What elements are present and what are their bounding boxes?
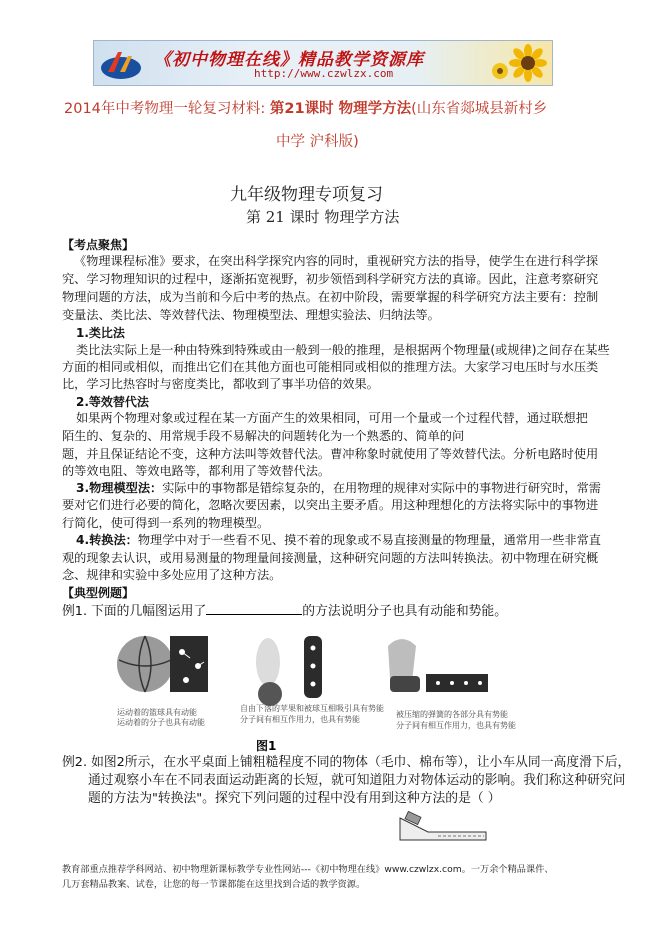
- figure-caption: 运动着的篮球具有动能: [117, 708, 197, 717]
- method-3-text: 实际中的事物都是错综复杂的，在用物理的规律对实际中的事物进行研究时，常需: [162, 481, 601, 495]
- method-3-line: [76, 480, 601, 497]
- method-1-line: 比，学习比热容时与密度类比，都收到了事半功倍的效果。: [62, 377, 379, 391]
- sunflower-icon: [488, 43, 548, 85]
- heading-lesson-title: 第21课时 物理学方法: [269, 101, 412, 117]
- site-banner[interactable]: [93, 40, 553, 86]
- method-2-line: 题，并且保证结论不变，这种方法叫等效替代法。曹冲称象时就使用了等效替代法。分析电路时使用: [62, 447, 599, 461]
- footer-line: 教育部重点推荐学科网站、初中物理新课标教学专业性网站---《初中物理在线》www.czwlzx.com。一万余个精品课件、: [62, 864, 554, 875]
- document-heading: [64, 97, 547, 118]
- method-1-line: 方面的相同或相似，而推出它们在其他方面也可能相同或相似的推理方法。大家学习电压时与水压类: [62, 360, 599, 374]
- method-4-line: 观的现象去认识，或用易测量的物理量间接测量，这种研究问题的方法叫转换法。初中物理在研究概: [62, 551, 599, 565]
- figure-1-label: 图1: [256, 739, 277, 753]
- intro-line: 变量法、类比法、等效替代法、物理模型法、理想实验法、归纳法等。: [62, 308, 440, 322]
- subtitle-course: 九年级物理专项复习: [230, 185, 383, 205]
- method-2-title: 2.等效替代法: [76, 395, 149, 409]
- example-2-line: 例2. 如图2所示，在水平桌面上铺粗糙程度不同的物体（毛巾、棉布等），让小车从同一高度滑下后，: [62, 755, 631, 770]
- heading-line-2: 中学 沪科版): [276, 134, 359, 150]
- banner-url[interactable]: http://www.czwlzx.com: [254, 67, 394, 80]
- heading-source: (山东省郯城县新村乡: [411, 101, 548, 117]
- method-4-title: 4.转换法：: [76, 533, 138, 547]
- method-2-line: 如果两个物理对象或过程在某一方面产生的效果相同，可用一个量或一个过程代替，通过联想把: [76, 411, 588, 425]
- page-footer: [62, 862, 554, 892]
- answer-blank[interactable]: [206, 602, 302, 615]
- figure-caption: 分子间有相互作用力，也具有势能: [240, 715, 360, 724]
- figure-caption: 自由下落的苹果和被球互相吸引具有势能: [240, 704, 384, 713]
- heading-prefix: 2014年中考物理一轮复习材料:: [64, 101, 270, 117]
- intro-line: 究、学习物理知识的过程中，逐渐拓宽视野，初步领悟到科学研究方法的真谛。因此，注意考察研究: [62, 272, 599, 286]
- method-3-title: 3.物理模型法：: [76, 481, 163, 495]
- site-logo-icon: [98, 44, 144, 84]
- method-1-title: 1.类比法: [76, 326, 125, 340]
- method-4-text: 物理学中对于一些看不见、摸不着的现象或不易直接测量的物理量，通常用一些非常直: [137, 533, 601, 547]
- intro-line: 《物理课程标准》要求，在突出科学探究内容的同时，重视研究方法的指导，使学生在进行科学探: [74, 254, 599, 268]
- method-2-line: 的等效电阻、等效电路等，都利用了等效替代法。: [62, 464, 331, 478]
- intro-line: 物理问题的方法，成为当前和今后中考的热点。在初中阶段，需要掌握的科学研究方法主要有：控制: [62, 290, 599, 304]
- example-1-text: 例1. 下面的几幅图运用了: [62, 604, 207, 619]
- method-1-line: 类比法实际上是一种由特殊到特殊或由一般到一般的推理，是根据两个物理量(或规律)之间存在某些: [76, 343, 610, 357]
- section-dianxing: 【典型例题】: [62, 586, 135, 600]
- method-4-line: [76, 532, 601, 549]
- method-4-line: 念、规律和实验中多处应用了这种方法。: [62, 568, 282, 582]
- example-1-text-end: 的方法说明分子也具有动能和势能。: [302, 604, 507, 619]
- example-2-line: 题的方法为"转换法"。探究下列问题的过程中没有用到这种方法的是（ ）: [88, 791, 501, 806]
- figure-caption: 运动着的分子也具有动能: [117, 718, 205, 727]
- method-2-line: 陌生的、复杂的、用常规手段不易解决的问题转化为一个熟悉的、简单的问: [62, 429, 465, 443]
- subtitle-lesson: 第 21 课时 物理学方法: [246, 208, 400, 226]
- method-3-line: 要对它们进行必要的简化，忽略次要因素，以突出主要矛盾。用这种理想化的方法将实际中的事物进: [62, 498, 599, 512]
- footer-line: 几万套精品教案、试卷，让您的每一节课都能在这里找到合适的教学资源。: [62, 879, 366, 890]
- method-3-line: 行简化，使可得到一系列的物理模型。: [62, 516, 270, 530]
- banner-title: 《初中物理在线》精品教学资源库: [154, 50, 424, 70]
- section-kaodian: 【考点聚焦】: [62, 238, 135, 252]
- example-2-line: 通过观察小车在不同表面运动距离的长短，就可知道阻力对物体运动的影响。我们称这种研究问: [88, 773, 626, 788]
- figure-caption: 被压缩的弹簧的各部分具有势能: [396, 710, 508, 719]
- figure-caption: 分子间有相互作用力，也具有势能: [396, 721, 516, 730]
- example-1: [62, 602, 507, 620]
- cart-on-slope-illustration: [398, 810, 488, 844]
